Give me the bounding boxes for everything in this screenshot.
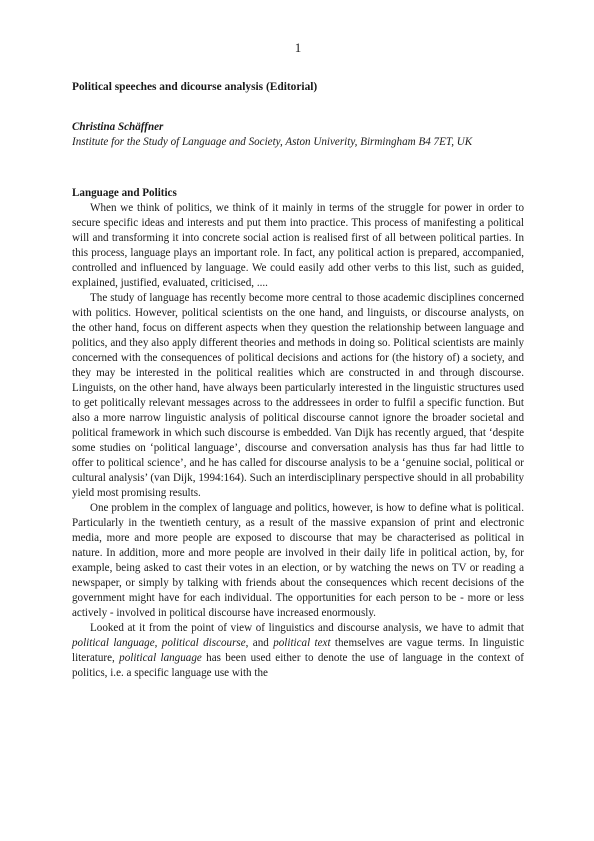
separator: , [154,637,162,649]
document-page [72,40,524,681]
term-political-language: political language [72,637,155,649]
paragraph-4-text: Looked at it from the point of view of linguistics and discourse analysis, we have to admit that [90,622,524,634]
paragraph-2: The study of language has recently become more central to those academic disciplines concerned with politics. However, political scientists on the one hand, and linguists, or discourse analysts, on the other hand, focus on different aspects when they question the relationship between language and politics, and they also apply different theories and methods in doing so. Political scientists are mainly concerned with the consequences of political decisions and actions for (the history of) a society, and they may be interested in the political realities which are constructed in and through discourse. Linguists, on the other hand, have always been particularly interested in the linguistic structures used to get politically relevant messages across to the addressees in order to fulfil a specific function. But also a more narrow linguistic analysis of political discourse cannot ignore the broader societal and political framework in which such discourse is embedded. Van Dijk has recently argued, that ‘despite some studies on ‘political language’, discourse and conversation analysis has thus far had little to offer to political science’, and he has called for discourse analysis to be a ‘genuine social, political or cultural analysis’ (van Dijk, 1994:164). Such an interdisciplinary perspective should in all probability yield most promising results. [72,292,524,499]
paragraph-4 [72,621,524,681]
paragraph-4-text: themselves are vague terms. In linguistic literature, [72,637,525,664]
author-affiliation: Institute for the Study of Language and Society, Aston Univerity, Birmingham B4 7ET, UK [72,136,473,148]
term-political-discourse: political discourse [161,637,246,649]
section-heading: Language and Politics [72,187,177,199]
article-title: Political speeches and dicourse analysis (Editorial) [72,81,318,93]
term-political-language: political language [119,652,202,664]
paragraph-3: One problem in the complex of language and politics, however, is how to define what is political. Particularly in the twentieth century, as a result of the massive expansion of print and electronic media, more and more people are exposed to discourse that may be characterised as political in nature. In addition, more and more people are involved in their daily life in political action, by, for example, being asked to cast their votes in an election, or by watching the news on TV or reading a newspaper, or simply by talking with friends about the consequences which recent decisions of the government might have for each individual. The opportunities for each person to be - more or less actively - involved in political discourse have increased enormously. [72,502,524,619]
paragraph-4-text: has been used either to denote the use of language in the context of politics, i.e. a specific language use with the [72,652,524,679]
author-name: Christina Schäffner [72,121,164,133]
page-number: 1 [294,40,302,55]
separator: , and [245,637,274,649]
paragraph-1: When we think of politics, we think of it mainly in terms of the struggle for power in order to secure specific ideas and interests and put them into practice. This process of manifesting a political will and transforming it into concrete social action is realised first of all between political parties. In this process, language plays an important role. In fact, any political action is prepared, accompanied, controlled and influenced by language. We could easily add other verbs to this list, such as guided, explained, justified, evaluated, criticised, .... [72,202,524,289]
term-political-text: political text [273,637,331,649]
